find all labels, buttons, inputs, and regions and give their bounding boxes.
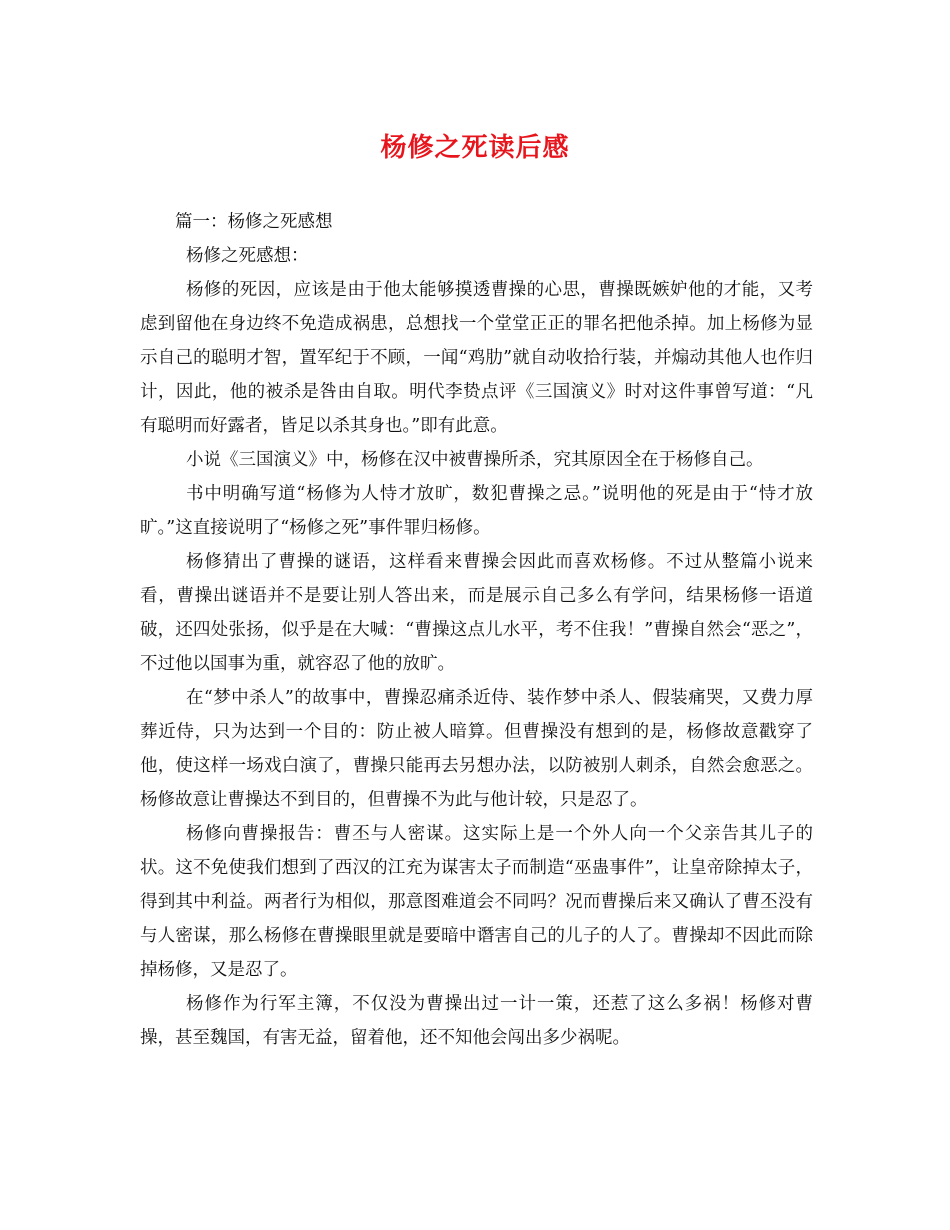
paragraph-6: 杨修向曹操报告：曹丕与人密谋。这实际上是一个外人向一个父亲告其儿子的状。这不免使我们想到了西汉的江充为谋害太子而制造“巫蛊事件”，让皇帝除掉太子，得到其中利益。两者行为相似，那意图难道会不同吗？况而曹操后来又确认了曹丕没有与人密谋，那么杨修在曹操眼里就是要暗中谮害自己的儿子的人了。曹操却不因此而除掉杨修，又是忍了。 <box>140 824 813 980</box>
document-title: 杨修之死读后感 <box>380 133 570 163</box>
paragraph-7: 杨修作为行军主簿，不仅没为曹操出过一计一策，还惹了这么多祸！杨修对曹操，甚至魏国，有害无益，留着他，还不知他会闯出多少祸呢。 <box>140 994 813 1048</box>
paragraph-5: 在“梦中杀人”的故事中，曹操忍痛杀近侍、装作梦中杀人、假装痛哭，又费力厚葬近侍，只为达到一个目的：防止被人暗算。但曹操没有想到的是，杨修故意戳穿了他，使这样一场戏白演了，曹操只能再去另想办法，以防被别人刺杀，自然会愈恶之。杨修故意让曹操达不到目的，但曹操不为此与他计较，只是忍了。 <box>140 688 813 810</box>
paragraph-4: 杨修猜出了曹操的谜语，这样看来曹操会因此而喜欢杨修。不过从整篇小说来看，曹操出谜语并不是要让别人答出来，而是展示自己多么有学问，结果杨修一语道破，还四处张扬，似乎是在大喊：“曹操这点儿水平，考不住我！”曹操自然会“恶之”，不过他以国事为重，就容忍了他的放旷。 <box>140 552 813 674</box>
paragraph-2: 小说《三国演义》中，杨修在汉中被曹操所杀，究其原因全在于杨修自己。 <box>186 450 764 470</box>
document-body <box>140 205 813 1055</box>
section-heading: 篇一：杨修之死感想 <box>175 212 333 232</box>
paragraph-3: 书中明确写道“杨修为人恃才放旷，数犯曹操之忌。”说明他的死是由于“恃才放旷。”这直接说明了“杨修之死”事件罪归杨修。 <box>140 484 813 538</box>
sub-heading: 杨修之死感想： <box>186 246 309 266</box>
paragraph-1: 杨修的死因，应该是由于他太能够摸透曹操的心思，曹操既嫉妒他的才能，又考虑到留他在身边终不免造成祸患，总想找一个堂堂正正的罪名把他杀掉。加上杨修为显示自己的聪明才智，置军纪于不顾，一闻“鸡肋”就自动收拾行装，并煽动其他人也作归计，因此，他的被杀是咎由自取。明代李贽点评《三国演义》时对这件事曾写道：“凡有聪明而好露者，皆足以杀其身也。”即有此意。 <box>140 280 813 436</box>
